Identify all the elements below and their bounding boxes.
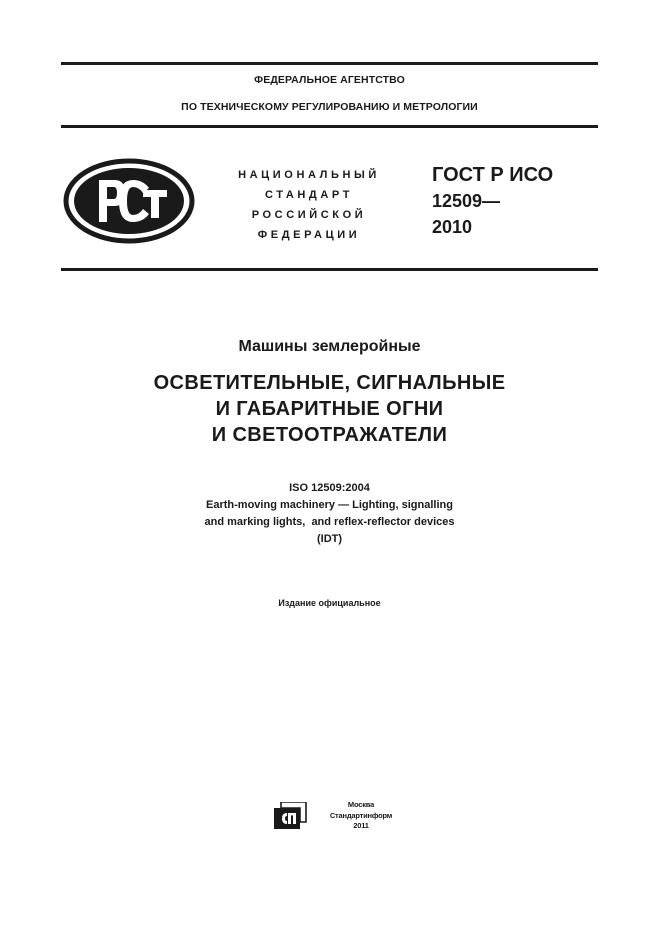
- iso-number: ISO 12509:2004: [289, 482, 370, 494]
- iso-equivalence: (IDT): [316, 533, 343, 545]
- edition-note: Издание официальное: [278, 598, 381, 608]
- iso-reference: [61, 480, 598, 548]
- top-rule: [61, 62, 598, 65]
- standard-designation: [432, 162, 553, 240]
- publisher-name: Стандартинформ: [329, 810, 393, 820]
- header-rule: [61, 125, 598, 128]
- iso-title-line-1: Earth-moving machinery — Lighting, signalling: [206, 499, 453, 511]
- designation-line-2: 12509—: [432, 191, 501, 211]
- title-line-3: И СВЕТООТРАЖАТЕЛИ: [211, 424, 448, 446]
- title-line-2: И ГАБАРИТНЫЕ ОГНИ: [215, 398, 444, 420]
- publisher-imprint: [313, 800, 409, 832]
- standard-type-line-4: ФЕДЕРАЦИИ: [257, 229, 361, 241]
- agency-name-line-1: ФЕДЕРАЛЬНОЕ АГЕНТСТВО: [254, 74, 405, 86]
- standard-type-line-1: НАЦИОНАЛЬНЫЙ: [238, 169, 380, 181]
- iso-title-line-2: and marking lights, and reflex-reflector devices: [204, 516, 455, 528]
- designation-line-3: 2010: [432, 217, 473, 237]
- title-rule: [61, 268, 598, 271]
- publisher-city: Москва: [347, 800, 375, 809]
- standartinform-logo-icon: [273, 802, 307, 830]
- standard-type-line-3: РОССИЙСКОЙ: [251, 209, 367, 221]
- standard-type-block: [218, 165, 400, 245]
- rst-certification-mark-icon: [63, 158, 195, 244]
- document-title: [61, 370, 598, 448]
- standard-type-line-2: СТАНДАРТ: [264, 189, 354, 201]
- publication-year: 2011: [353, 821, 369, 830]
- designation-line-1: ГОСТ Р ИСО: [432, 164, 554, 186]
- agency-name-line-2: ПО ТЕХНИЧЕСКОМУ РЕГУЛИРОВАНИЮ И МЕТРОЛОГИИ: [181, 101, 478, 113]
- title-line-1: ОСВЕТИТЕЛЬНЫЕ, СИГНАЛЬНЫЕ: [153, 372, 506, 394]
- document-subtitle: Машины землеройные: [238, 338, 421, 355]
